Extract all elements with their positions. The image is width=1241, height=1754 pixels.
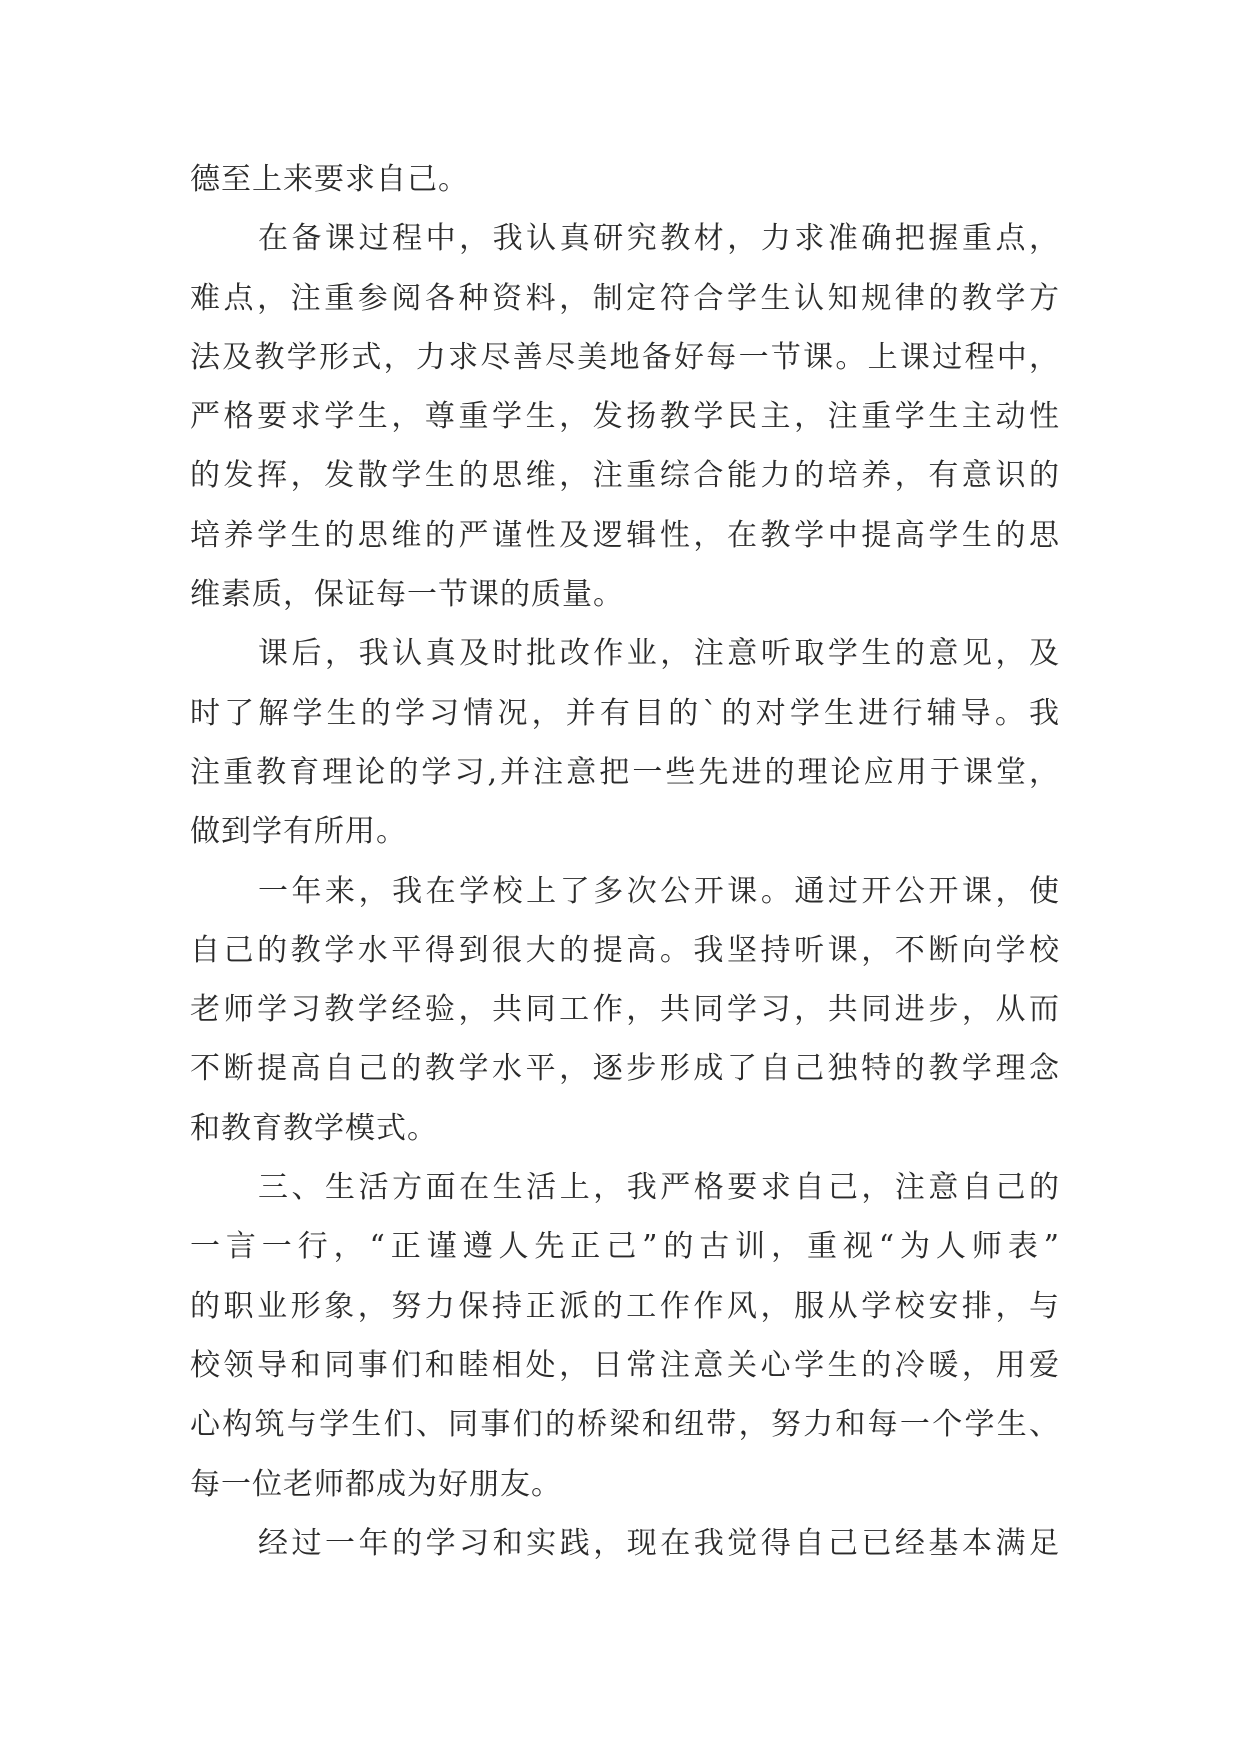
text-line: 和教育教学模式。 [190,1110,438,1146]
text-line: 法及教学形式，力求尽善尽美地备好每一节课。上课过程中， [190,339,1060,375]
text-line: 课后，我认真及时批改作业，注意听取学生的意见，及 [258,636,1060,672]
text-line: 严格要求学生，尊重学生，发扬教学民主，注重学生主动性 [190,399,1060,435]
text-line: 注重教育理论的学习,并注意把一些先进的理论应用于课堂， [190,754,1060,790]
text-line: 三、生活方面在生活上，我严格要求自己，注意自己的 [258,1170,1060,1206]
text-line: 不断提高自己的教学水平，逐步形成了自己独特的教学理念 [190,1051,1060,1087]
text-line: 难点，注重参阅各种资料，制定符合学生认知规律的教学方 [190,280,1060,316]
text-line: 老师学习教学经验，共同工作，共同学习，共同进步，从而 [190,992,1060,1028]
text-line: 德至上来要求自己。 [190,162,469,197]
document-body [190,150,1060,1573]
text-line: 时了解学生的学习情况，并有目的`的对学生进行辅导。我 [190,695,1060,731]
text-line: 一言一行，“正谨遵人先正己”的古训，重视“为人师表” [190,1229,1060,1265]
text-line: 的职业形象，努力保持正派的工作作风，服从学校安排，与 [190,1288,1060,1324]
text-line: 经过一年的学习和实践，现在我觉得自己已经基本满足 [258,1525,1060,1561]
text-line: 维素质，保证每一节课的质量。 [190,577,624,613]
text-line: 自己的教学水平得到很大的提高。我坚持听课，不断向学校 [190,932,1060,968]
text-line: 校领导和同事们和睦相处，日常注意关心学生的冷暖，用爱 [190,1347,1060,1383]
text-line: 一年来，我在学校上了多次公开课。通过开公开课，使 [258,873,1060,909]
text-line: 每一位老师都成为好朋友。 [190,1466,562,1502]
text-line: 的发挥，发散学生的思维，注重综合能力的培养，有意识的 [190,458,1060,494]
text-line: 培养学生的思维的严谨性及逻辑性，在教学中提高学生的思 [190,517,1060,553]
text-line: 做到学有所用。 [190,814,407,850]
text-line: 心构筑与学生们、同事们的桥梁和纽带，努力和每一个学生、 [190,1407,1060,1443]
text-line: 在备课过程中，我认真研究教材，力求准确把握重点， [258,221,1060,257]
